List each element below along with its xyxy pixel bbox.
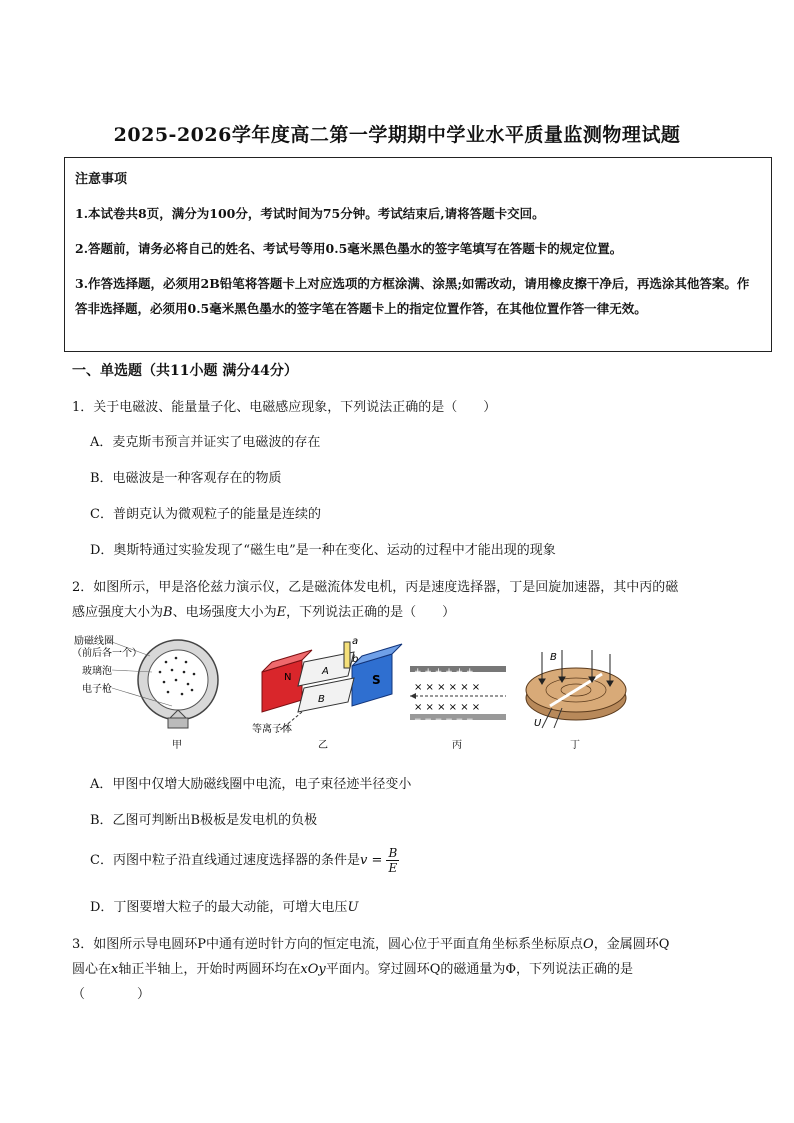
label-n: N <box>284 672 292 683</box>
caption-yi: 乙 <box>318 740 328 751</box>
question-3-line1 <box>72 932 732 957</box>
label-u: U <box>534 718 542 729</box>
label-plasma: 等离子体 <box>252 724 292 735</box>
question-3-line2 <box>72 957 732 982</box>
q2-stem-text-c: ，下列说法正确的是（ ） <box>286 605 456 620</box>
caption-bing: 丙 <box>452 740 462 751</box>
question-3-line3: （ ） <box>72 987 151 1002</box>
q1-option-b: B．电磁波是一种客观存在的物质 <box>90 471 282 486</box>
label-s: S <box>372 673 381 687</box>
q2-option-c-fraction <box>386 846 399 875</box>
q2-figure <box>72 632 632 752</box>
q2-option-c <box>90 846 399 875</box>
q2-option-c-eq: = <box>367 853 387 868</box>
q2-option-c-v: v <box>359 853 368 868</box>
figure-jia <box>72 634 218 751</box>
q1-option-c: C．普朗克认为微观粒子的能量是连续的 <box>90 507 321 522</box>
q2-option-a: A．甲图中仅增大励磁线圈中电流，电子束径迹半径变小 <box>90 777 412 792</box>
cross-row-2: × × × × × × <box>414 702 481 713</box>
q2-option-c-text: C．丙图中粒子沿直线通过速度选择器的条件是 <box>90 853 360 868</box>
label-bulb: 玻璃泡 <box>82 666 112 677</box>
notice-item-2: 2.答题前，请务必将自己的姓名、考试号等用0.5毫米黑色墨水的签字笔填写在答题卡的规定位置。 <box>75 241 623 256</box>
q2-stem-text-a: 感应强度大小为 <box>72 605 164 620</box>
notice-item-1: 1.本试卷共8页，满分为100分，考试时间为75分钟。考试结束后,请将答题卡交回。 <box>75 206 545 221</box>
q3-text-1b: ，金属圆环Q <box>593 937 670 952</box>
label-small-b: b <box>352 654 359 665</box>
question-1-stem: 1．关于电磁波、能量量子化、电磁感应现象，下列说法正确的是（ ） <box>72 400 497 415</box>
cross-row-1: × × × × × × <box>414 682 481 693</box>
notice-heading: 注意事项 <box>75 172 128 187</box>
q2-option-d-text: D．丁图要增大粒子的最大动能，可增大电压 <box>90 900 348 915</box>
q2-symbol-e: E <box>276 605 287 620</box>
notice-box <box>64 157 772 352</box>
label-coil: 励磁线圈 <box>74 636 114 647</box>
q3-text-2a: 圆心在 <box>72 962 112 977</box>
page-title: 2025-2026学年度高二第一学期期中学业水平质量监测物理试题 <box>113 124 681 146</box>
label-small-a: a <box>352 636 359 647</box>
fraction-denominator: E <box>388 861 398 875</box>
label-coil-note: （前后各一个） <box>72 648 142 659</box>
q1-option-a: A．麦克斯韦预言并证实了电磁波的存在 <box>90 435 321 450</box>
q2-option-d <box>90 898 358 918</box>
figure-bing <box>410 666 506 751</box>
minus-signs: − − − − − − <box>414 715 474 725</box>
base <box>168 718 188 728</box>
q3-symbol-o: O <box>583 937 594 952</box>
label-a: A <box>322 666 329 677</box>
section-heading: 一、单选题（共11小题 满分44分） <box>72 363 298 379</box>
label-b: B <box>318 694 325 705</box>
q2-option-d-u: U <box>347 900 359 915</box>
glass-bulb <box>148 650 208 710</box>
q2-symbol-b: B <box>163 605 173 620</box>
notice-item-3: 3.作答选择题，必须用2B铅笔将答题卡上对应选项的方框涂满、涂黑;如需改动，请用橡皮擦干净后，再选涂其他答案。作答非选择题，必须用0.5毫米黑色墨水的签字笔在答题卡上的指定位置作答，在其他位置作答一律无效。 <box>75 276 750 316</box>
caption-ding: 丁 <box>570 740 580 751</box>
q3-text-2b: 轴正半轴上，开始时两圆环均在 <box>118 962 301 977</box>
question-2-stem-line1: 2．如图所示，甲是洛伦兹力演示仪，乙是磁流体发电机，丙是速度选择器，丁是回旋加速器，其中丙的磁 <box>72 580 679 595</box>
q2-option-b: B．乙图可判断出B极板是发电机的负极 <box>90 813 318 828</box>
label-b-field: B <box>550 652 557 663</box>
q3-symbol-x: x <box>111 962 119 977</box>
label-gun: 电子枪 <box>82 684 112 695</box>
q3-text-1a: 3．如图所示导电圆环P中通有逆时针方向的恒定电流，圆心位于平面直角坐标系坐标原点 <box>72 937 584 952</box>
figure-yi <box>252 636 402 751</box>
caption-jia: 甲 <box>172 740 182 751</box>
q3-text-2c: 平面内。穿过圆环Q的磁通量为Φ，下列说法正确的是 <box>325 962 634 977</box>
question-2-stem-line2 <box>72 600 732 625</box>
load <box>344 642 350 668</box>
fraction-numerator: B <box>388 846 398 860</box>
plus-signs: + + + + + + <box>414 667 474 677</box>
figure-ding <box>526 650 626 751</box>
q1-option-d: D．奥斯特通过实验发现了“磁生电”是一种在变化、运动的过程中才能出现的现象 <box>90 543 556 558</box>
q2-stem-text-b: 、电场强度大小为 <box>172 605 277 620</box>
q3-symbol-xoy: xOy <box>300 962 326 977</box>
